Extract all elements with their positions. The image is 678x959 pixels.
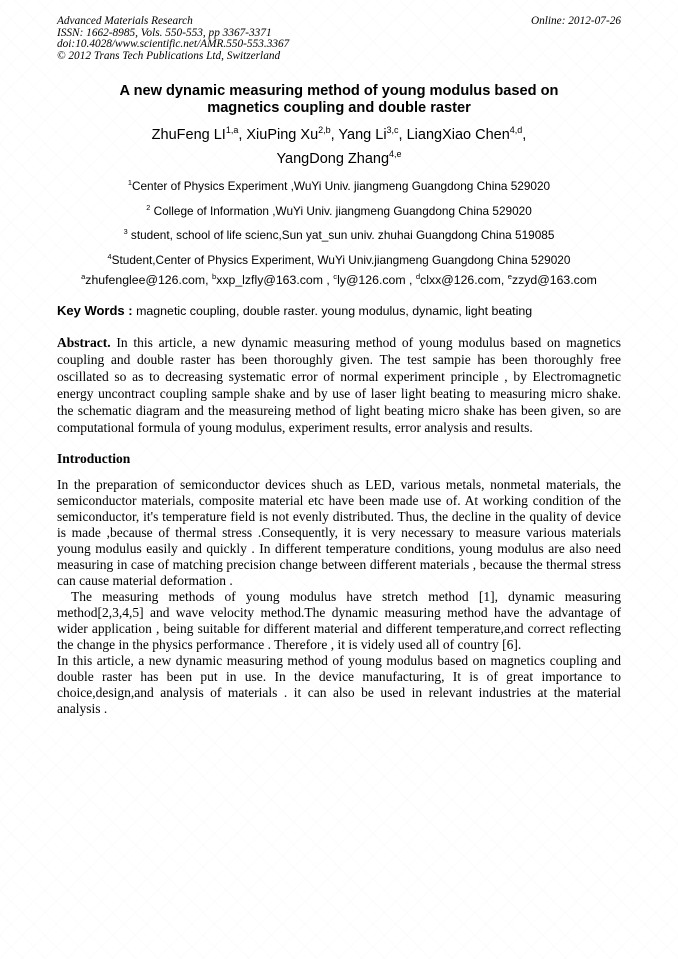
affiliation-line-3: $^3$ student, school of life scienc,Sun yat_sun univ. zhuhai Guangdong China 519085: [123, 227, 555, 243]
copyright-line: © 2012 Trans Tech Publications Ltd, Switzerland: [57, 49, 281, 62]
abstract-text: In this article, a new dynamic measuring method of young modulus based on magnetics coupling and double raster has been thoroughly given. The test sampie has been thoroughly free oscillated so as to decreasing systematic error of normal experiment principle , by Electromagnetic energy uncontract coupling sample shake and by use of laser light beating to measuring micro shake. the schematic diagram and the measureing method of light beating micro shake has been given, so are computational formula of young modulus, experiment results, error analysis and results.: [57, 334, 621, 435]
introduction-paragraph-1: In the preparation of semiconductor devices shuch as LED, various metals, nonmetal materials, the semiconductor materials, composite material etc have been made use of. At working condition of the semiconductor, it's temperature field is not evenly distributed. Thus, the decline in the quality of device is made ,because of thermal stress .Consequently, it is very necessary to measure various materials young modulus easily and quickly . In different temperature conditions, young modulus are also need measuring in case of matching precision change between different materials , because the thermal stress can cause material deformation .: [57, 476, 621, 588]
journal-title: Advanced Materials Research: [57, 15, 193, 27]
introduction-paragraph-2: The measuring methods of young modulus have stretch method [1], dynamic measuring method[2,3,4,5] and wave velocity method.The dynamic measuring method have the advantage of wider application , being suitable for different material and different temperature,and correct reflecting the change in the physics performance . Therefore , it is videly used all of country [6].: [57, 588, 621, 652]
doi-line: doi:10.4028/www.scientific.net/AMR.550-553.3367: [57, 38, 290, 51]
affiliation-line-1: $^1$Center of Physics Experiment ,WuYi Univ. jiangmeng Guangdong China 529020: [127, 178, 551, 194]
journal-header: [57, 16, 621, 62]
issn-line: ISSN: 1662-8985, Vols. 550-553, pp 3367-3371: [57, 26, 272, 39]
keywords-label: Key Words :: [57, 302, 133, 318]
introduction-paragraph-3: In this article, a new dynamic measuring method of young modulus based on magnetics coupling and double raster has been put in use. In the device manufacturing, It is of great importance to choice,design,and analysis of materials . it can also be used in relevant industries at the material analysis .: [57, 652, 621, 716]
abstract-label: Abstract.: [57, 334, 111, 350]
authors-line-1: ZhuFeng LI$^{1,a}$, XiuPing Xu$^{2,b}$, Yang Li$^{3,c}$, LiangXiao Chen$^{4,d}$,: [151, 125, 527, 144]
keywords-text: magnetic coupling, double raster. young modulus, dynamic, light beating: [136, 303, 533, 318]
author-emails-line: $^a$zhufenglee@126.com, $^b$xxp_lzfly@163.com , $^c$ly@126.com , $^d$clxx@126.com, $^e$zzyd@163.com: [81, 271, 597, 287]
affiliation-line-4: $^4$Student,Center of Physics Experiment, WuYi Univ.jiangmeng Guangdong China 529020: [107, 251, 571, 267]
affiliation-line-2: $^2$ College of Information ,WuYi Univ. jiangmeng Guangdong China 529020: [146, 202, 532, 218]
paper-title: A new dynamic measuring method of young modulus based on magnetics coupling and double raster: [119, 83, 559, 117]
abstract: [57, 334, 621, 436]
keywords-line: [57, 303, 621, 319]
authors-line-2: YangDong Zhang$^{4,e}$: [276, 149, 402, 168]
online-date: Online: 2012-07-26: [530, 15, 621, 27]
section-heading-introduction: Introduction: [57, 450, 131, 466]
